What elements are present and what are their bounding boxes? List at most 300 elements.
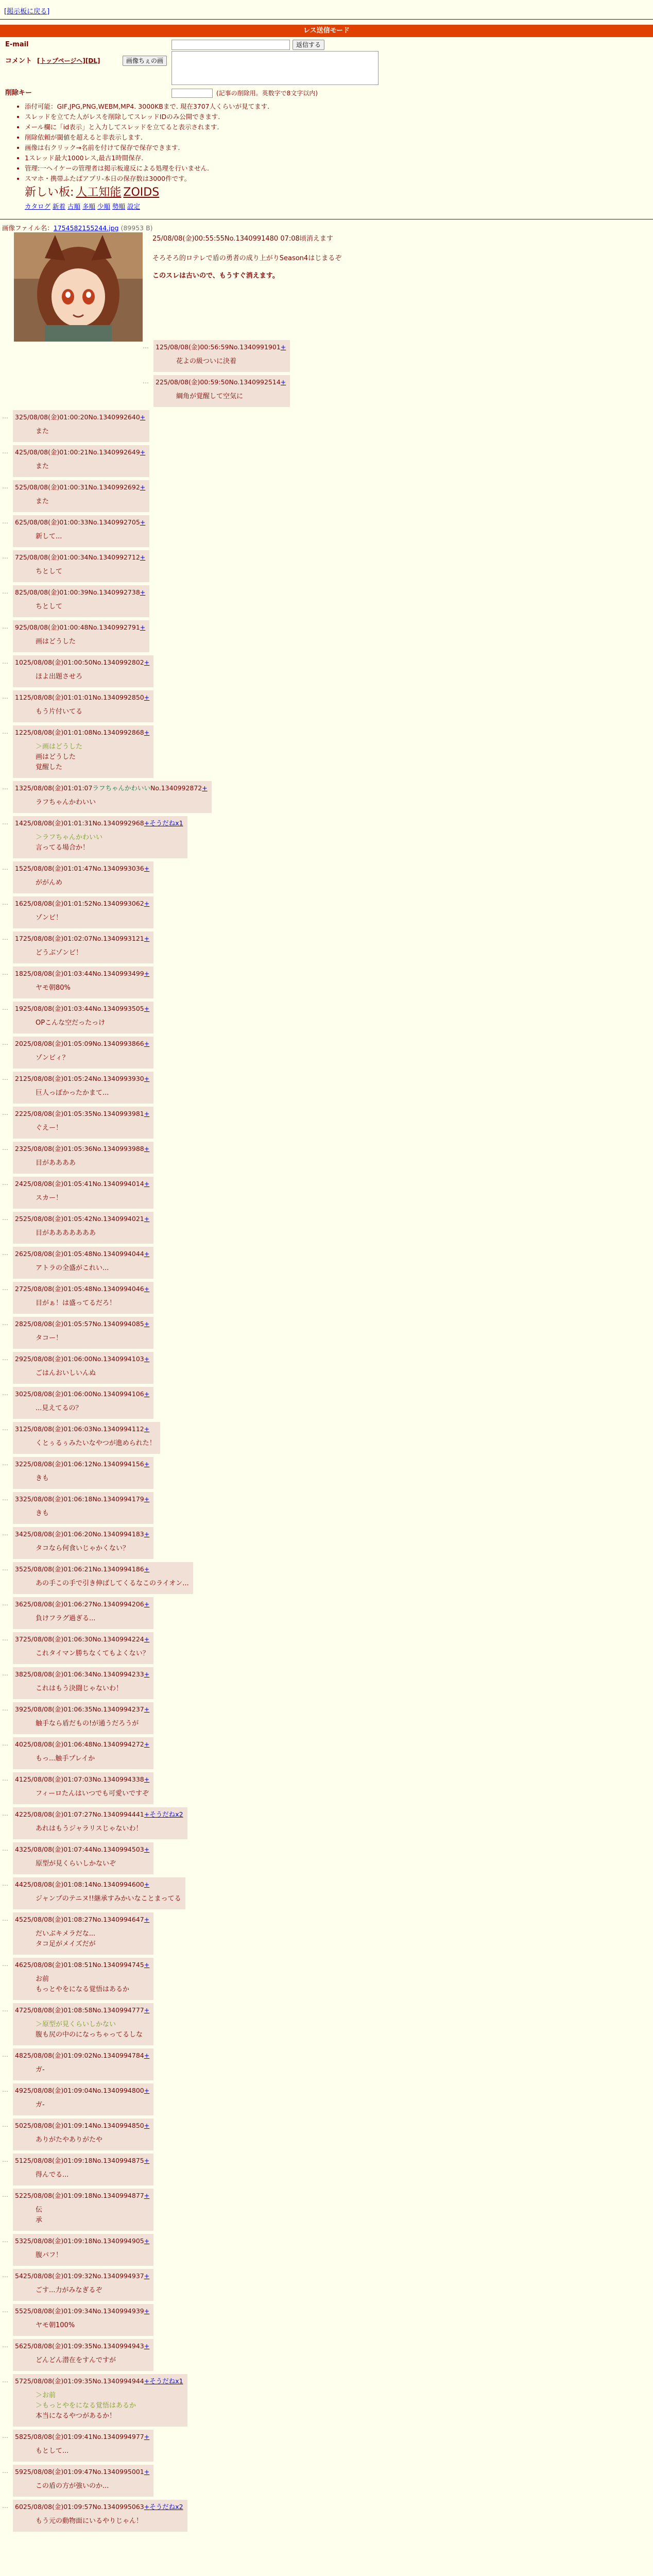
delete-request-link[interactable]: + <box>144 1740 150 1748</box>
reply-number[interactable]: No.1340994183 <box>92 1530 144 1538</box>
delete-request-link[interactable]: + <box>144 1074 150 1082</box>
reply-index: 34 <box>15 1530 23 1538</box>
reply-post <box>2 2083 153 2115</box>
reply-number[interactable]: No.1340992692 <box>88 483 140 491</box>
reply-number[interactable]: No.1340995001 <box>92 2467 144 2476</box>
reply-body: 目がぁ！は盛ってるだろ！ <box>36 1299 116 1307</box>
reply-index: 60 <box>15 2502 23 2511</box>
reply-header <box>15 1634 149 1645</box>
reply-index: 17 <box>15 934 23 942</box>
catalog-link[interactable]: 新着 <box>53 202 66 210</box>
reply-marker: … <box>2 2156 8 2163</box>
reply-number[interactable]: No.1340993505 <box>92 1004 144 1012</box>
delete-key-field[interactable] <box>171 89 213 98</box>
reply-marker: … <box>2 447 8 455</box>
delete-request-link[interactable]: + <box>144 2236 150 2245</box>
reply-body: ほよ出題させろ <box>36 672 83 681</box>
reply-number[interactable]: No.1340993866 <box>92 1039 144 1047</box>
reply-index: 29 <box>15 1354 23 1363</box>
delete-request-link[interactable]: + <box>144 1425 150 1433</box>
delete-request-link[interactable]: + <box>144 899 150 907</box>
reply-index: 14 <box>15 819 23 827</box>
reply-number[interactable]: No.1340994441 <box>92 1810 144 1818</box>
reply-number[interactable]: No.1340992802 <box>92 658 144 666</box>
reply-index: 33 <box>15 1495 23 1503</box>
reply-marker: … <box>2 622 8 630</box>
reply-header <box>15 692 149 703</box>
delete-request-link[interactable]: + <box>144 2121 150 2129</box>
reply-header <box>15 2050 149 2061</box>
reply-post <box>2 2003 153 2045</box>
email-field[interactable] <box>171 40 290 50</box>
delete-request-link[interactable]: + <box>144 1389 150 1398</box>
reply-index: 56 <box>15 2342 23 2350</box>
reply-marker: … <box>2 2121 8 2128</box>
reply-number[interactable]: No.1340994600 <box>92 1880 144 1888</box>
reply-date: 25/08/08(金)01:01:08 <box>23 728 93 736</box>
file-size: (89953 B) <box>121 224 153 232</box>
reply-marker: … <box>2 2341 8 2349</box>
delete-request-link[interactable]: + <box>144 1214 150 1223</box>
reply-index: 10 <box>15 658 23 666</box>
reply-header <box>15 1879 181 1890</box>
delete-request-link[interactable]: + <box>144 1810 150 1818</box>
reply-index: 40 <box>15 1740 23 1748</box>
reply-body: きも <box>36 1509 49 1517</box>
reply-date: 25/08/08(金)01:06:21 <box>23 1565 93 1573</box>
reply-header <box>15 1704 149 1715</box>
reply-number[interactable]: No.1340994085 <box>92 1319 144 1328</box>
reply-date: 25/08/08(金)01:00:48 <box>19 623 89 631</box>
reply-number[interactable]: No.1340993036 <box>92 864 144 872</box>
delete-request-link[interactable]: + <box>144 1600 150 1608</box>
reply-date: 25/08/08(金)01:02:07 <box>23 934 93 942</box>
delete-request-link[interactable]: + <box>144 693 150 701</box>
reply-body: また <box>36 462 49 470</box>
reply-number[interactable]: No.1340994237 <box>92 1705 144 1713</box>
reply-marker: … <box>2 657 8 665</box>
reply-post <box>2 1772 153 1804</box>
reply-post <box>2 2234 153 2266</box>
reply-post <box>2 1002 153 1033</box>
reply-number[interactable]: No.1340993062 <box>92 899 144 907</box>
reply-post <box>2 515 149 547</box>
reply-index: 52 <box>15 2191 23 2199</box>
reply-index: 32 <box>15 1460 23 1468</box>
reply-marker: … <box>143 377 149 385</box>
reply-index: 19 <box>15 1004 23 1012</box>
reply-header <box>15 1214 149 1224</box>
submit-button[interactable]: 返信する <box>293 40 324 50</box>
reply-post <box>2 1352 153 1384</box>
delete-request-link[interactable]: + <box>144 1705 150 1713</box>
reply-date: 25/08/08(金)01:05:24 <box>23 1074 93 1082</box>
back-to-board-link[interactable]: [掲示板に戻る] <box>4 8 50 15</box>
delete-request-link[interactable]: + <box>144 1845 150 1853</box>
reply-index: 38 <box>15 1670 23 1678</box>
reply-date: 25/08/08(金)01:09:35 <box>23 2377 93 2385</box>
reply-number[interactable]: No.1340994046 <box>92 1284 144 1293</box>
reply-marker: … <box>2 1774 8 1782</box>
reply-marker: … <box>2 1914 8 1922</box>
delete-request-link[interactable]: + <box>144 969 150 977</box>
reply-number[interactable]: No.1340993121 <box>92 934 144 942</box>
posting-notes <box>0 101 653 184</box>
reply-number[interactable]: No.1340994112 <box>92 1425 144 1433</box>
delete-request-link[interactable]: + <box>144 2086 150 2094</box>
reply-marker: … <box>2 552 8 560</box>
delete-request-link[interactable]: + <box>280 378 286 386</box>
reply-number[interactable]: No.1340994937 <box>92 2272 144 2280</box>
reply-post <box>2 1562 193 1594</box>
reply-post <box>2 1702 153 1734</box>
reply-marker: … <box>2 517 8 525</box>
reply-header <box>15 1249 149 1259</box>
reply-date: 25/08/08(金)01:05:57 <box>23 1319 93 1328</box>
delete-request-link[interactable]: + <box>144 864 150 872</box>
reply-number[interactable]: No.1340993981 <box>92 1109 144 1117</box>
reply-body: タコなら何食いじゃかくない？ <box>36 1544 130 1552</box>
delete-request-link[interactable]: + <box>140 448 146 456</box>
reply-date: 25/08/08(金)01:09:14 <box>23 2121 93 2129</box>
reply-body: また <box>36 497 49 505</box>
reply-date: 25/08/08(金)01:00:31 <box>19 483 89 491</box>
reply-number[interactable]: No.1340994233 <box>92 1670 144 1678</box>
reply-number[interactable]: No.1340994186 <box>92 1565 144 1573</box>
delete-request-link[interactable]: + <box>144 2502 150 2511</box>
reply-marker: … <box>2 783 8 791</box>
reply-number[interactable]: No.1340994977 <box>92 2432 144 2441</box>
reply-date: 25/08/08(金)01:06:35 <box>23 1705 93 1713</box>
reply-post <box>2 1422 160 1454</box>
reply-body: もう元の動物面にいるやりじゃん！ <box>36 2517 143 2525</box>
reply-marker: … <box>2 2376 8 2384</box>
reply-marker: … <box>2 1004 8 1011</box>
reply-marker: … <box>2 1459 8 1467</box>
delete-request-link[interactable]: + <box>144 2156 150 2164</box>
delete-request-link[interactable]: + <box>144 1354 150 1363</box>
delete-request-link[interactable]: + <box>144 819 150 827</box>
reply-number[interactable]: No.1340994745 <box>92 1960 144 1969</box>
reply-text: 言ってる場合か！ <box>36 843 90 852</box>
reply-marker: … <box>2 1739 8 1747</box>
reply-marker: … <box>2 1039 8 1046</box>
note-item: • 画像は右クリック→名前を付けて保存で保存できます. <box>25 143 653 153</box>
reply-number[interactable]: No.1340992738 <box>88 588 140 596</box>
reply-post <box>2 585 149 617</box>
delete-request-link[interactable]: + <box>144 1495 150 1503</box>
reply-marker: … <box>2 1214 8 1222</box>
reply-post <box>2 1387 153 1419</box>
reply-number[interactable]: No.1340993499 <box>92 969 144 977</box>
reply-post <box>2 690 153 722</box>
reply-index: 49 <box>15 2086 23 2094</box>
reply-number[interactable]: No.1340994272 <box>92 1740 144 1748</box>
reply-body: だいぶキメラだな... タコ足がメイズだが <box>36 1929 96 1948</box>
delete-request-link[interactable]: + <box>144 934 150 942</box>
reply-index: 55 <box>15 2307 23 2315</box>
reply-post <box>2 2119 153 2150</box>
reply-date: 25/08/08(金)00:56:59 <box>159 343 229 351</box>
board-link-zoids[interactable]: ZOIDS <box>123 185 160 199</box>
reply-number[interactable]: No.1340994179 <box>92 1495 144 1503</box>
reply-header <box>15 1914 149 1925</box>
reply-number[interactable]: No.1340994021 <box>92 1214 144 1223</box>
reply-index: 15 <box>15 864 23 872</box>
reply-number[interactable]: No.1340994103 <box>92 1354 144 1363</box>
reply-post <box>2 2500 187 2532</box>
delete-request-link[interactable]: + <box>140 483 146 491</box>
reply-post <box>2 1247 153 1279</box>
reply-number[interactable]: No.1340994156 <box>92 1460 144 1468</box>
reply-date: 25/08/08(金)01:09:57 <box>23 2502 93 2511</box>
delete-request-link[interactable]: + <box>140 413 146 421</box>
reply-header <box>15 552 145 563</box>
catalog-link[interactable]: 少順 <box>97 202 111 210</box>
reply-number[interactable]: No.1340994777 <box>92 2006 144 2014</box>
reply-number[interactable]: No.1340992649 <box>88 448 140 456</box>
reply-index: 24 <box>15 1179 23 1188</box>
delete-request-link[interactable]: + <box>140 623 146 631</box>
reply-number[interactable]: No.1340994014 <box>92 1179 144 1188</box>
reply-post <box>2 1177 153 1209</box>
reply-header <box>15 1494 149 1504</box>
reply-post <box>2 1317 153 1349</box>
reply-date: 25/08/08(金)01:01:52 <box>23 899 93 907</box>
delete-request-link[interactable]: + <box>144 1109 150 1117</box>
reply-form <box>0 37 653 101</box>
reply-marker: … <box>2 727 8 735</box>
catalog-link[interactable]: 勢順 <box>112 202 126 210</box>
reply-post <box>2 1737 153 1769</box>
reply-number[interactable]: No.1340992968 <box>92 819 144 827</box>
reply-number[interactable]: No.1340994224 <box>92 1635 144 1643</box>
reply-number[interactable]: No.1340994939 <box>92 2307 144 2315</box>
board-link-ai[interactable]: 人工知能 <box>76 185 122 199</box>
reply-date: 25/08/08(金)01:06:18 <box>23 1495 93 1503</box>
delete-key-label: 削除キー <box>5 89 32 97</box>
reply-number[interactable]: No.1340994943 <box>92 2342 144 2350</box>
soudane-link[interactable]: そうだねx2 <box>149 2502 183 2511</box>
reply-number[interactable]: No.1340994503 <box>92 1845 144 1853</box>
delete-request-link[interactable]: + <box>144 1775 150 1783</box>
reply-number[interactable]: No.1340992850 <box>92 693 144 701</box>
reply-post <box>2 1492 153 1524</box>
reply-number[interactable]: No.1340994338 <box>92 1775 144 1783</box>
reply-date: 25/08/08(金)01:07:44 <box>23 1845 93 1853</box>
delete-request-link[interactable]: + <box>144 2342 150 2350</box>
delete-request-link[interactable]: + <box>144 728 150 736</box>
delete-request-link[interactable]: + <box>144 1039 150 1047</box>
reply-number[interactable]: No.1340992640 <box>88 413 140 421</box>
delete-request-link[interactable]: + <box>144 2467 150 2476</box>
reply-index: 37 <box>15 1635 23 1643</box>
reply-body: また <box>36 427 49 435</box>
reply-body: タコー！ <box>36 1334 63 1342</box>
delete-request-link[interactable]: + <box>144 1144 150 1153</box>
reply-number[interactable]: No.1340994206 <box>92 1600 144 1608</box>
reply-number[interactable]: No.1340994784 <box>92 2051 144 2059</box>
reply-body: 触手なら盾だもの!が通うだろうが <box>36 1719 139 1727</box>
delete-request-link[interactable]: + <box>144 1249 150 1258</box>
reply-header <box>15 1844 149 1855</box>
reply-number[interactable]: No.1340992868 <box>92 728 144 736</box>
soudane-link[interactable]: そうだねx1 <box>149 819 183 827</box>
reply-number[interactable]: No.1340993988 <box>92 1144 144 1153</box>
reply-marker: … <box>2 1249 8 1257</box>
delete-request-link[interactable]: + <box>140 518 146 526</box>
op-thumbnail[interactable] <box>14 232 143 342</box>
delete-request-link[interactable]: + <box>144 1960 150 1969</box>
reply-post <box>2 2374 187 2427</box>
reply-number[interactable]: No.1340992791 <box>88 623 140 631</box>
top-page-link[interactable]: [トップページへ][DL] <box>37 57 100 64</box>
delete-request-link[interactable]: + <box>144 1004 150 1012</box>
op-file-line <box>2 224 153 233</box>
delete-request-link[interactable]: + <box>144 1880 150 1888</box>
delete-request-link[interactable]: + <box>144 1319 150 1328</box>
reply-date: 25/08/08(金)01:06:20 <box>23 1530 93 1538</box>
reply-date: 25/08/08(金)01:05:48 <box>23 1249 93 1258</box>
reply-header <box>15 2432 149 2442</box>
reply-marker: … <box>2 1669 8 1677</box>
delete-request-link[interactable]: + <box>144 1670 150 1678</box>
reply-date: 25/08/08(金)01:09:18 <box>23 2191 93 2199</box>
reply-post <box>2 410 149 442</box>
reply-date: 25/08/08(金)01:08:51 <box>23 1960 93 1969</box>
delete-request-link[interactable]: + <box>144 2191 150 2199</box>
reply-number[interactable]: No.1340994877 <box>92 2191 144 2199</box>
reply-header <box>15 1319 149 1329</box>
reply-header <box>15 863 149 874</box>
catalog-link[interactable]: 多順 <box>82 202 96 210</box>
reply-header <box>15 482 145 493</box>
soudane-link[interactable]: そうだねx1 <box>149 2377 183 2385</box>
op-message: そろそろ的ロテレで盾の勇者の成り上がりSeason4はじまるぞ <box>152 254 342 262</box>
op-body <box>152 234 631 281</box>
reply-date: 25/08/08(金)01:05:48 <box>23 1284 93 1293</box>
reply-number[interactable]: No.1340993930 <box>92 1074 144 1082</box>
reply-index: 9 <box>15 623 19 631</box>
reply-number[interactable]: No.1340992705 <box>88 518 140 526</box>
reply-post <box>2 1107 153 1139</box>
reply-date: 25/08/08(金)01:07:27 <box>23 1810 93 1818</box>
reply-number[interactable]: No.1340992514 <box>229 378 281 386</box>
delete-request-link[interactable]: + <box>140 588 146 596</box>
reload-button[interactable]: 画像ちぇの画 <box>123 56 167 66</box>
delete-request-link[interactable]: + <box>144 1284 150 1293</box>
reply-text: 腹も尻の中のになっちゃってるしな <box>36 2030 143 2039</box>
reply-body: フィーロたんはいつでも可愛いですぞ <box>36 1789 149 1798</box>
reply-post <box>2 550 149 582</box>
catalog-link[interactable]: 設定 <box>127 202 141 210</box>
reply-number[interactable]: No.1340992712 <box>88 553 140 561</box>
delete-request-link[interactable]: + <box>144 1530 150 1538</box>
reply-header <box>15 1039 149 1049</box>
reply-marker: … <box>2 1354 8 1362</box>
reply-quote: ＞画はどうした <box>36 742 83 751</box>
reply-body: ジャンプのテニヌ!!継承すみかいなことまってる <box>36 1894 181 1903</box>
reply-header <box>15 1599 149 1609</box>
reply-body: ごはんおいしいんぬ <box>36 1369 96 1377</box>
reply-date: 25/08/08(金)01:09:04 <box>23 2086 93 2094</box>
reply-marker: … <box>2 1179 8 1187</box>
reply-number[interactable]: No.1340994944 <box>92 2377 144 2385</box>
delete-request-link[interactable]: + <box>202 784 208 792</box>
delete-request-link[interactable]: + <box>144 1460 150 1468</box>
reply-number[interactable]: No.1340994905 <box>92 2236 144 2245</box>
delete-request-link[interactable]: + <box>144 2307 150 2315</box>
file-link[interactable]: 1754582155244.jpg <box>53 224 119 232</box>
reply-body: 新して... <box>36 532 62 540</box>
reply-number[interactable]: No.1340994875 <box>92 2156 144 2164</box>
reply-number[interactable]: No.1340991901 <box>229 343 281 351</box>
reply-quote: ＞ラフちゃんかわいい <box>36 833 103 841</box>
delete-request-link[interactable]: + <box>144 2006 150 2014</box>
reply-marker: … <box>2 1564 8 1572</box>
new-boards <box>0 184 653 201</box>
soudane-link[interactable]: そうだねx2 <box>149 1810 183 1818</box>
reply-header <box>15 2341 149 2351</box>
reply-number[interactable]: No.1340994106 <box>92 1389 144 1398</box>
comment-textarea[interactable] <box>171 51 379 85</box>
reply-marker: … <box>2 2432 8 2439</box>
reply-header <box>15 2005 149 2015</box>
reply-index: 21 <box>15 1074 23 1082</box>
reply-post <box>2 896 153 928</box>
reply-number[interactable]: No.1340994044 <box>92 1249 144 1258</box>
delete-request-link[interactable]: + <box>144 2051 150 2059</box>
reply-date: 25/08/08(金)01:08:27 <box>23 1915 93 1923</box>
reply-number[interactable]: No.1340992872 <box>150 784 202 792</box>
reply-header <box>156 377 286 387</box>
delete-request-link[interactable]: + <box>144 2272 150 2280</box>
delete-request-link[interactable]: + <box>144 1179 150 1188</box>
reply-date: 25/08/08(金)01:08:58 <box>23 2006 93 2014</box>
reply-header <box>15 2191 149 2201</box>
reply-post <box>2 1632 153 1664</box>
delete-request-link[interactable]: + <box>144 1915 150 1923</box>
delete-request-link[interactable]: + <box>280 343 286 351</box>
reply-number[interactable]: No.1340994647 <box>92 1915 144 1923</box>
reply-post <box>2 1142 153 1174</box>
reply-post <box>2 655 153 687</box>
reply-index: 12 <box>15 728 23 736</box>
reply-body: ゾンビ！ <box>36 913 63 922</box>
catalog-link[interactable]: カタログ <box>25 202 51 210</box>
reply-header <box>15 2467 149 2477</box>
delete-request-link[interactable]: + <box>144 658 150 666</box>
reply-number[interactable]: No.1340994800 <box>92 2086 144 2094</box>
delete-request-link[interactable]: + <box>144 2432 150 2441</box>
op-expire: 07:08頃消えます <box>280 234 333 243</box>
delete-request-link[interactable]: + <box>144 1565 150 1573</box>
reply-marker: … <box>2 1599 8 1607</box>
delete-request-link[interactable]: + <box>140 553 146 561</box>
note-item: • 削除依頼が閾値を超えると非表示します. <box>25 132 653 143</box>
catalog-link[interactable]: 古順 <box>67 202 81 210</box>
delete-request-link[interactable]: + <box>144 2377 150 2385</box>
reply-number[interactable]: No.1340994850 <box>92 2121 144 2129</box>
reply-number[interactable]: No.1340995063 <box>92 2502 144 2511</box>
reply-header <box>15 1809 183 1820</box>
reply-post <box>2 620 149 652</box>
reply-marker: … <box>2 1494 8 1502</box>
reply-body: 花よの級ついに決着 <box>176 357 237 365</box>
reply-marker: … <box>2 1634 8 1642</box>
reply-header <box>15 818 183 828</box>
delete-request-link[interactable]: + <box>144 1635 150 1643</box>
